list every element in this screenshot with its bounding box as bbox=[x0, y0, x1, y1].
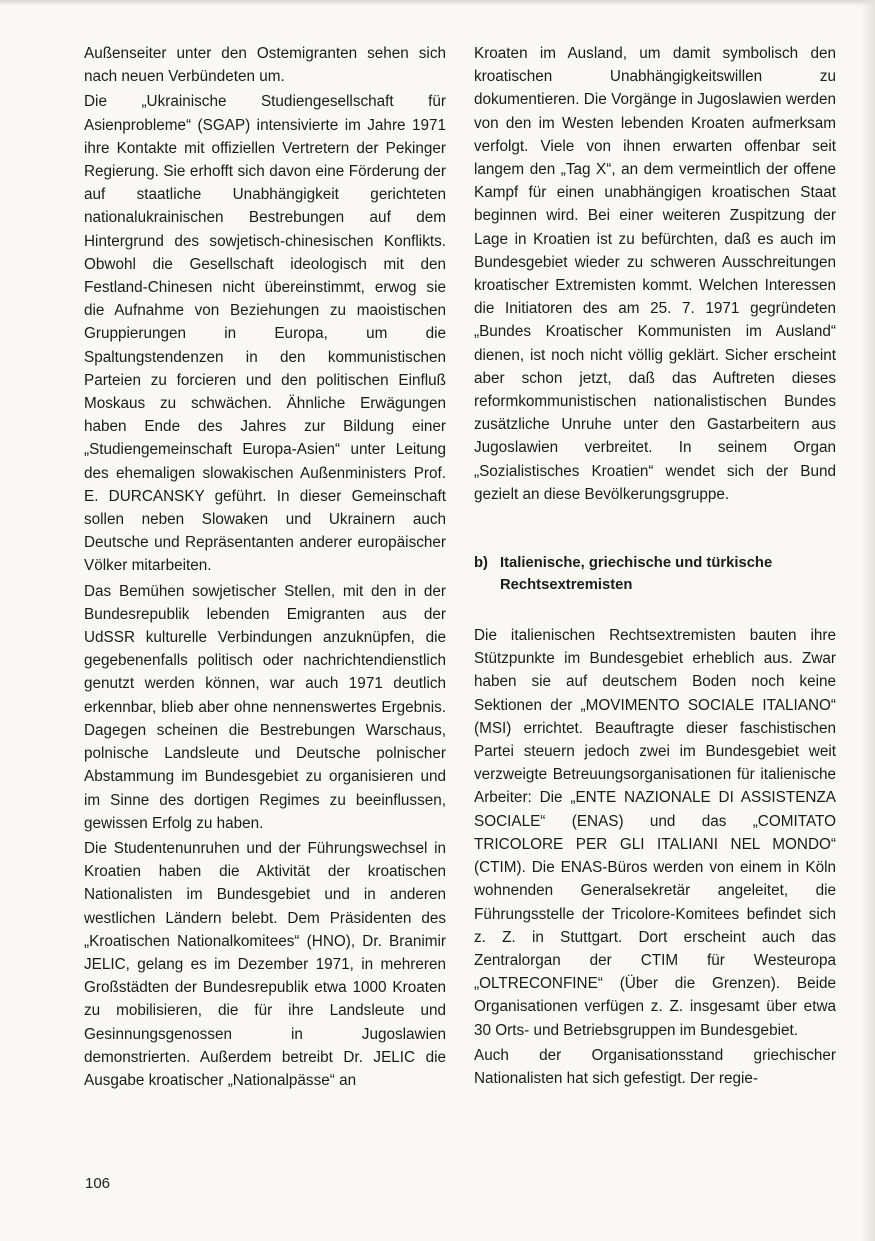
paragraph-sgap: Die „Ukrainische Studiengesellschaft für Asienprobleme“ (SGAP) intensivierte im Jahre 1971 ihre Kontakte mit offiziellen Vertretern der Pekinger Regierung. Sie erhofft sich davon eine Förderung der auf staatliche Unabhängigkeit gerichteten nationalukrainischen Bestrebungen auf dem Hintergrund des sowjetisch-chinesischen Konflikts. Obwohl die Gesellschaft ideologisch mit den Festland-Chinesen nicht übereinstimmt, erwog sie die Aufnahme von Beziehungen zu maoistischen Gruppierungen in Europa, um die Spaltungstendenzen in den kommunistischen Parteien zu forcieren und den politischen Einfluß Moskaus zu schwächen. Ähnliche Erwägungen haben Ende des Jahres zur Bildung einer „Studiengemeinschaft Europa-Asien“ unter Leitung des ehemaligen slowakischen Außenministers Prof. E. DURCANSKY geführt. In dieser Gemeinschaft sollen neben Slowaken und Ukrainern auch Deutsche und Repräsentanten anderer europäischer Völker mitarbeiten. bbox=[84, 93, 446, 575]
section-letter: b) bbox=[474, 555, 488, 572]
section-title: Italienische, griechische und türkische Rechtsextremisten bbox=[500, 555, 773, 594]
page-right-shadow bbox=[861, 0, 875, 1241]
paragraph-outsiders: Außenseiter unter den Ostemigranten sehen sich nach neuen Verbündeten um. bbox=[84, 45, 446, 86]
paragraph-greek-nationalists: Auch der Organisationsstand griechischer Nationalisten hat sich gefestigt. Der regie- bbox=[474, 1046, 836, 1087]
page-number: 106 bbox=[85, 1175, 111, 1192]
paragraph-italian-extremists: Die italienischen Rechtsextremisten bauten ihre Stützpunkte im Bundesgebiet erheblich aus. Zwar haben sie auf deutschem Boden noch keine Sektionen der „MOVIMENTO SOCIALE ITALIANO“ (MSI) errichtet. Beauftragte dieser faschistischen Partei steuern jedoch zwei im Bundesgebiet weit verzweigte Betreuungsorganisationen für italienische Arbeiter: Die „ENTE NAZIONALE DI ASSISTENZA SOCIALE“ (ENAS) und das „COMITATO TRICOLORE PER GLI ITALIANI NEL MONDO“ (CTIM). Die ENAS-Büros werden von einem in Köln wohnenden Generalsekretär angeleitet, die Führungsstelle der Tricolore-Komitees befindet sich z. Z. in Stuttgart. Dort erscheint auch das Zentralorgan der CTIM für Westeuropa „OLTRECONFINE“ (Über die Grenzen). Beide Organisationen verfügen z. Z. insgesamt über etwa 30 Orts- und Betriebsgruppen im Bundesgebiet. bbox=[474, 627, 836, 1039]
right-column bbox=[474, 42, 836, 1090]
paragraph-soviet-efforts: Das Bemühen sowjetischer Stellen, mit den in der Bundesrepublik lebenden Emigranten aus der UdSSR kulturelle Verbindungen anzuknüpfen, die gegebenenfalls politisch oder nachrichtendienstlich genutzt werden können, war auch 1971 deutlich erkennbar, blieb aber ohne nennenswertes Ergebnis. Dagegen scheinen die Bestrebungen Warschaus, polnische Landsleute und Deutsche polnischer Abstammung im Bundesgebiet zu organisieren und im Sinne des dortigen Regimes zu beeinflussen, gewissen Erfolg zu haben. bbox=[84, 582, 446, 832]
paragraph-croatian-nationalists: Die Studentenunruhen und der Führungswechsel in Kroatien haben die Aktivität der kroatischen Nationalisten im Bundesgebiet und in anderen westlichen Ländern belebt. Dem Präsidenten des „Kroatischen Nationalkomitees“ (HNO), Dr. Branimir JELIC, gelang es im Dezember 1971, in mehreren Großstädten der Bundesrepublik etwa 1000 Kroaten zu mobilisieren, die für ihre Landsleute und Gesinnungsgenossen in Jugoslawien demonstrierten. Außerdem betreibt Dr. JELIC die Ausgabe kroatischer „Nationalpässe“ an bbox=[84, 839, 446, 1089]
left-column bbox=[84, 42, 446, 1092]
page-top-shadow bbox=[0, 0, 875, 6]
paragraph-croats-abroad: Kroaten im Ausland, um damit symbolisch den kroatischen Unabhängigkeitswillen zu dokumentieren. Die Vorgänge in Jugoslawien werden von den im Westen lebenden Kroaten aufmerksam verfolgt. Viele von ihnen erwarten offenbar seit langem den „Tag X“, an dem vermeintlich der offene Kampf für einen unabhängigen kroatischen Staat beginnen wird. Bei einer weiteren Zuspitzung der Lage in Kroatien ist zu befürchten, daß es auch im Bundesgebiet wieder zu schweren Ausschreitungen kroatischer Extremisten kommt. Welchen Interessen die Initiatoren des am 25. 7. 1971 gegründeten „Bundes Kroatischer Kommunisten im Ausland“ dienen, ist noch nicht völlig geklärt. Sicher erscheint aber schon jetzt, daß das Auftreten dieses reformkommunistischen nationalistischen Bundes zusätzliche Unruhe unter den Gastarbeitern aus Jugoslawien verbreitet. In seinem Organ „Sozialistisches Kroatien“ wendet sich der Bund gezielt an diese Bevölkerungsgruppe. bbox=[474, 45, 836, 503]
section-heading bbox=[474, 552, 836, 596]
